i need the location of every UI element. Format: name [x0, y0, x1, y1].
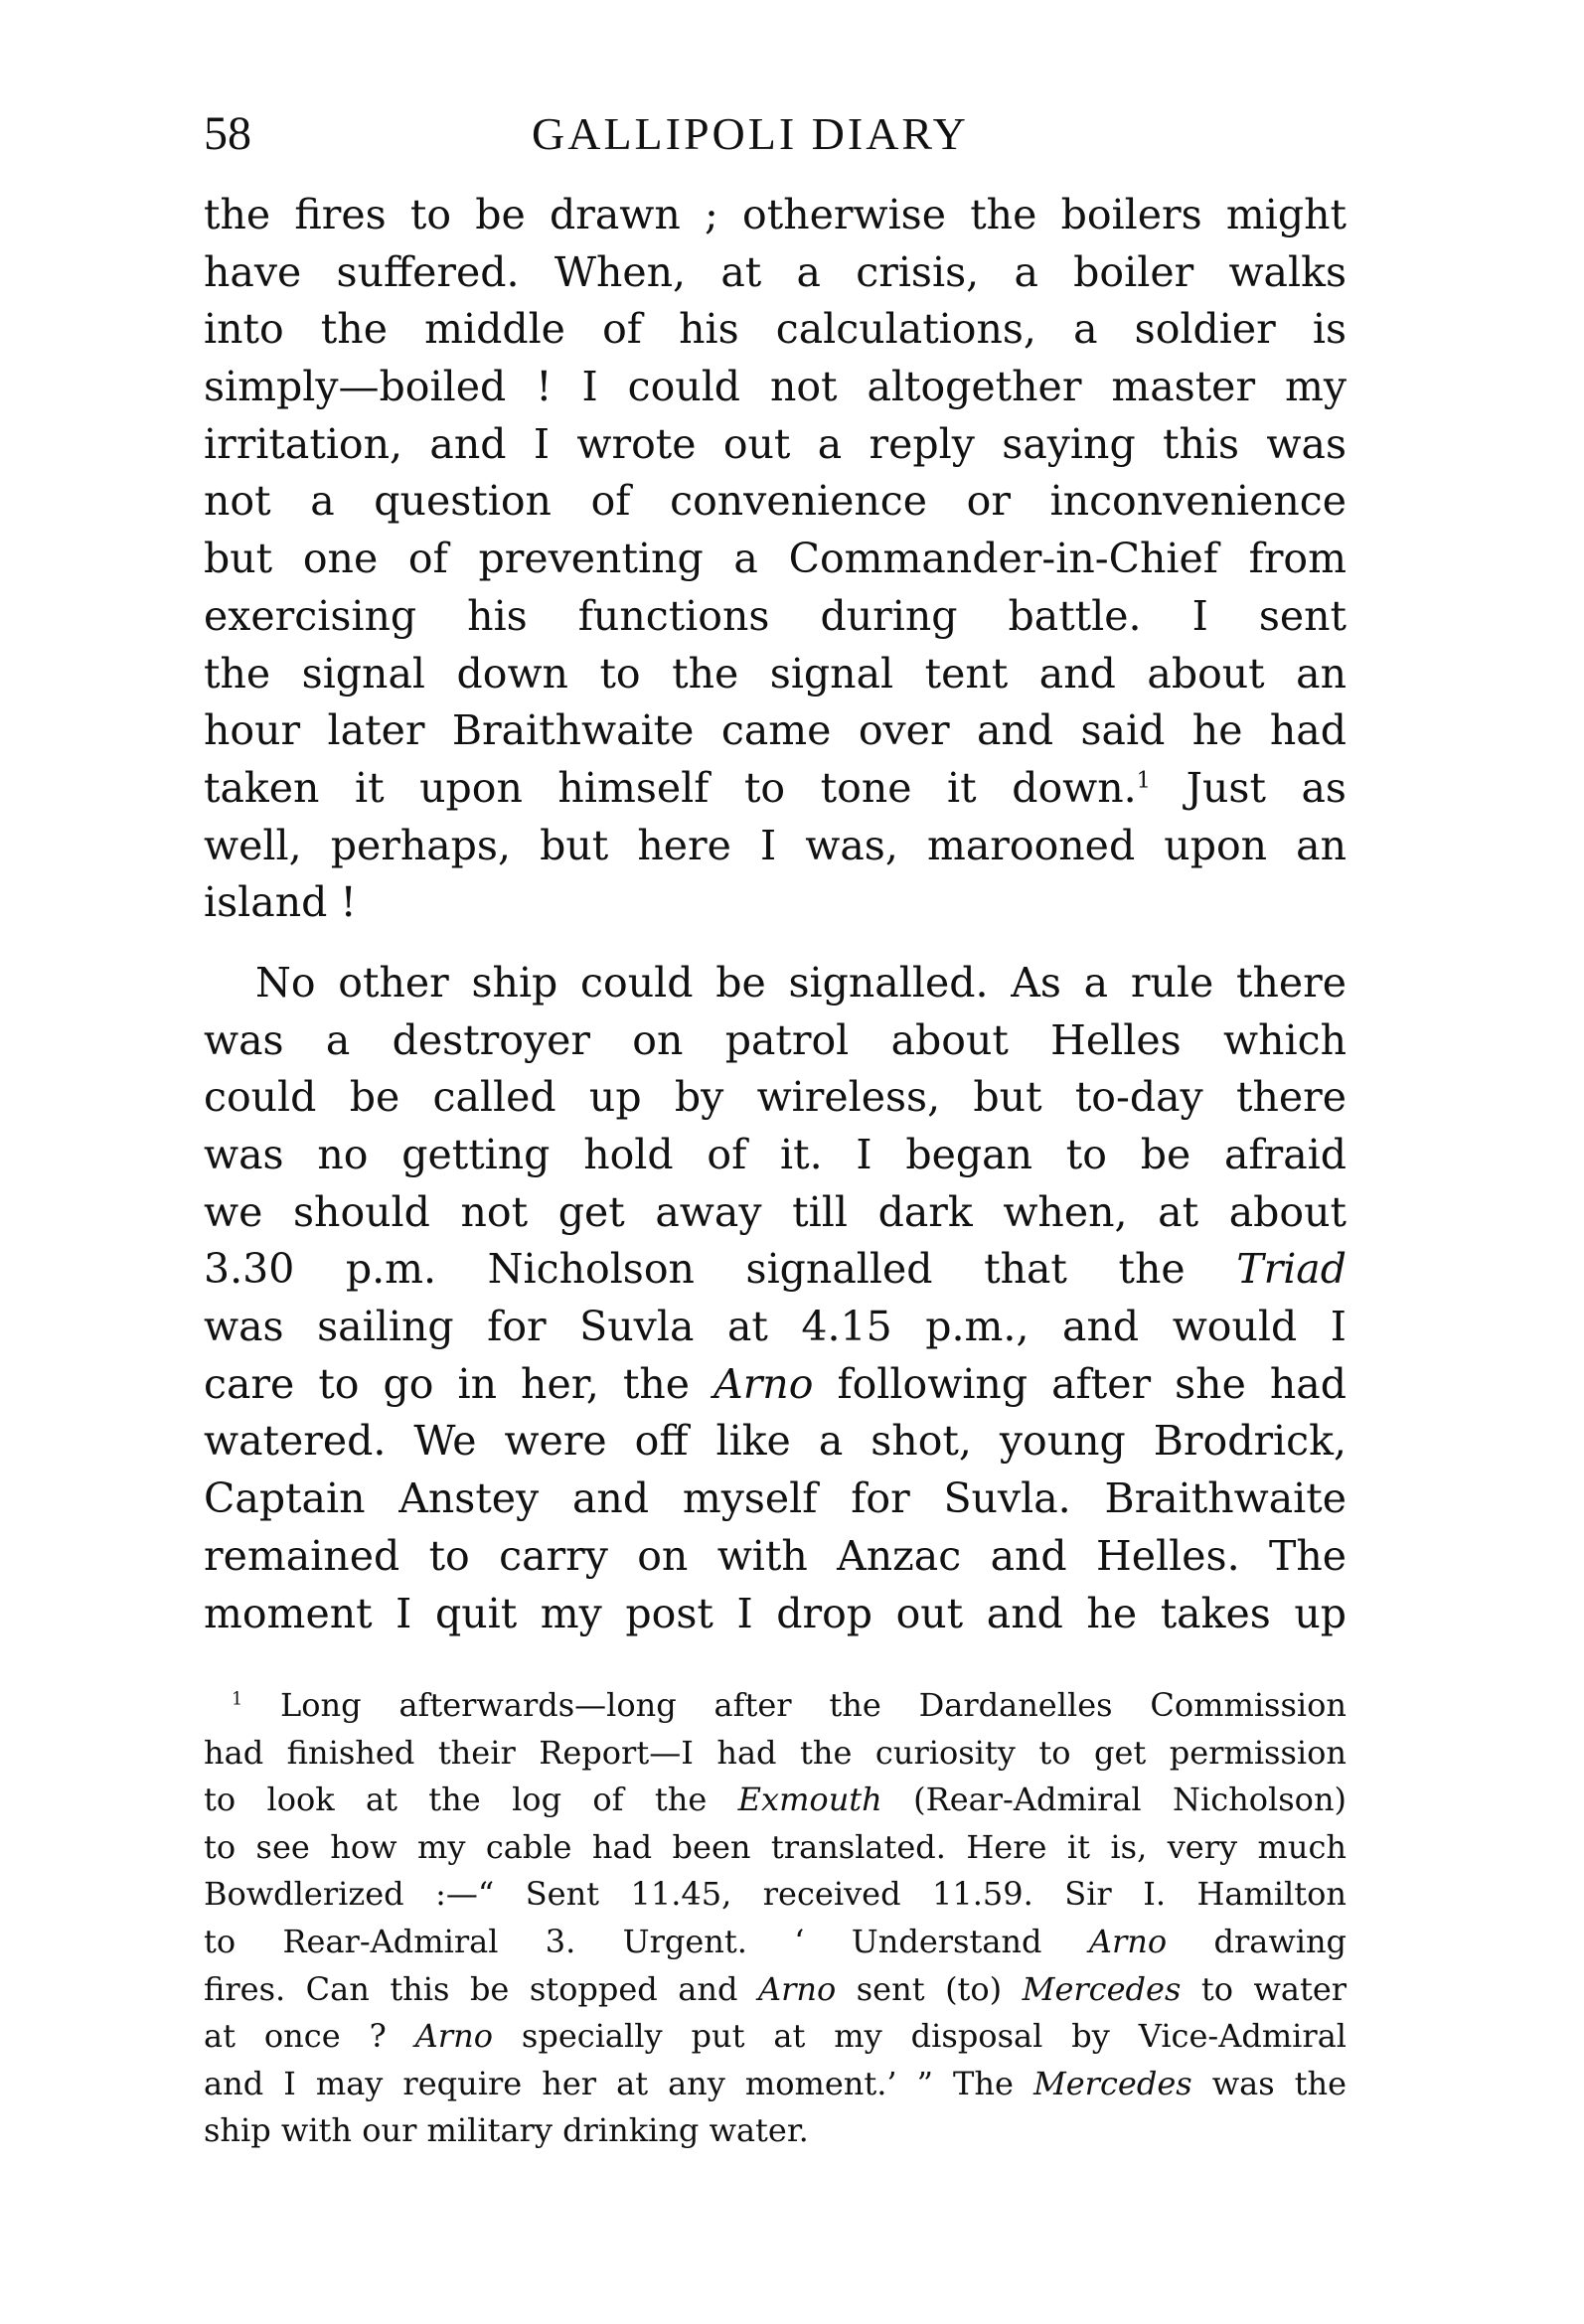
text-line: Captain Anstey and myself for Suvla. Braithwaite [204, 1474, 1346, 1523]
paragraph-1 [204, 187, 1346, 932]
text-line: the fires to be drawn ; otherwise the boilers might [204, 191, 1346, 238]
text-line: could be called up by wireless, but to-day there [204, 1073, 1346, 1122]
footnote-line [204, 1682, 1346, 1730]
text-line: but one of preventing a Commander-in-Chief from [204, 535, 1346, 583]
text-line: have suffered. When, at a crisis, a boiler walks [204, 247, 1346, 296]
running-head [204, 99, 1346, 169]
line-text: and I may require her at any moment.’ ” [204, 2064, 933, 2102]
text-line: well, perhaps, but here I was, marooned upon an [204, 821, 1346, 869]
text-line: not a question of convenience or inconvenience [204, 477, 1346, 526]
text-line [204, 1356, 1346, 1414]
text-line: hour later Braithwaite came over and said he had [204, 706, 1346, 755]
line-text: drawing [1213, 1922, 1347, 1960]
footnote-line: ship with our military drinking water. [204, 2111, 809, 2150]
running-title: GALLIPOLI DIARY [532, 108, 969, 159]
text-line: was no getting hold of it. I began to be afraid [204, 1131, 1346, 1178]
paragraph-2 [204, 955, 1346, 1642]
text-line: the signal down to the signal tent and about an [204, 649, 1346, 697]
text-line [204, 760, 1346, 818]
line-text: sent (to) [856, 1969, 1003, 2008]
line-text: at once ? [204, 2017, 387, 2056]
text-line: was sailing for Suvla at 4.15 p.m., and would I [204, 1303, 1346, 1351]
footnote-marker: 1 [232, 1689, 243, 1710]
line-text: specially put at my disposal by Vice-Admiral [521, 2017, 1346, 2056]
footnote-reference: 1 [1136, 767, 1152, 794]
ship-name: Mercedes [1022, 1969, 1182, 2008]
line-text: care to go in her, the [204, 1359, 691, 1408]
line-text: was the [1211, 2064, 1347, 2102]
line-text: Long afterwards—long after the Dardanelles Commission [280, 1686, 1347, 1724]
text-line: into the middle of his calculations, a soldier is [204, 305, 1346, 354]
line-text: 3.30 p.m. Nicholson signalled that the [204, 1245, 1186, 1294]
footnote-line [204, 1966, 1346, 2014]
ship-name: Arno [1088, 1922, 1168, 1960]
line-text: to Rear-Admiral 3. Urgent. ‘ Understand [204, 1922, 1042, 1960]
ship-name: Arno [713, 1359, 814, 1408]
paragraph-gap [204, 932, 1346, 955]
text-line [204, 1241, 1346, 1299]
line-text: fires. Can this be stopped and [204, 1969, 738, 2008]
ship-name: Arno [414, 2017, 493, 2056]
footnote-line [204, 1777, 1346, 1824]
footnote-line: had finished their Report—I had the curiosity to get permission [204, 1733, 1346, 1772]
footnote-line [204, 2061, 1346, 2108]
text-line: simply—boiled ! I could not altogether master my [204, 363, 1346, 411]
text-line: moment I quit my post I drop out and he takes up [204, 1589, 1346, 1637]
page-number: 58 [204, 107, 251, 160]
footnote-line [204, 2013, 1346, 2061]
ship-name: Triad [1236, 1245, 1346, 1294]
line-text: (Rear-Admiral Nicholson) [913, 1781, 1347, 1819]
text-line: we should not get away till dark when, at about [204, 1187, 1346, 1236]
text-line: island ! [204, 878, 357, 927]
text-line: was a destroyer on patrol about Helles which [204, 1015, 1346, 1064]
ship-name: Exmouth [737, 1781, 882, 1819]
line-text: to look at the log of the [204, 1781, 708, 1819]
line-text: following after she had [837, 1359, 1346, 1408]
footnote-line: Bowdlerized :—“ Sent 11.45, received 11.59. Sir I. Hamilton [204, 1875, 1346, 1914]
text-line: irritation, and I wrote out a reply saying this was [204, 419, 1346, 468]
text-line: exercising his functions during battle. I sent [204, 591, 1346, 640]
line-text: taken it upon himself to tone it down. [204, 763, 1137, 812]
footnote-line: to see how my cable had been translated. Here it is, very much [204, 1827, 1346, 1866]
footnote-line [204, 1919, 1346, 1966]
text-line: remained to carry on with Anzac and Helles. The [204, 1531, 1346, 1580]
line-text: The [953, 2064, 1014, 2102]
line-text: to water [1200, 1969, 1347, 2008]
text-line: watered. We were off like a shot, young Brodrick, [204, 1417, 1346, 1466]
text-line: No other ship could be signalled. As a rule there [255, 958, 1346, 1007]
ship-name: Arno [757, 1969, 837, 2008]
footnotes [204, 1682, 1346, 2155]
ship-name: Mercedes [1032, 2064, 1192, 2102]
line-text: Just as [1186, 763, 1346, 812]
main-text [204, 187, 1346, 1642]
